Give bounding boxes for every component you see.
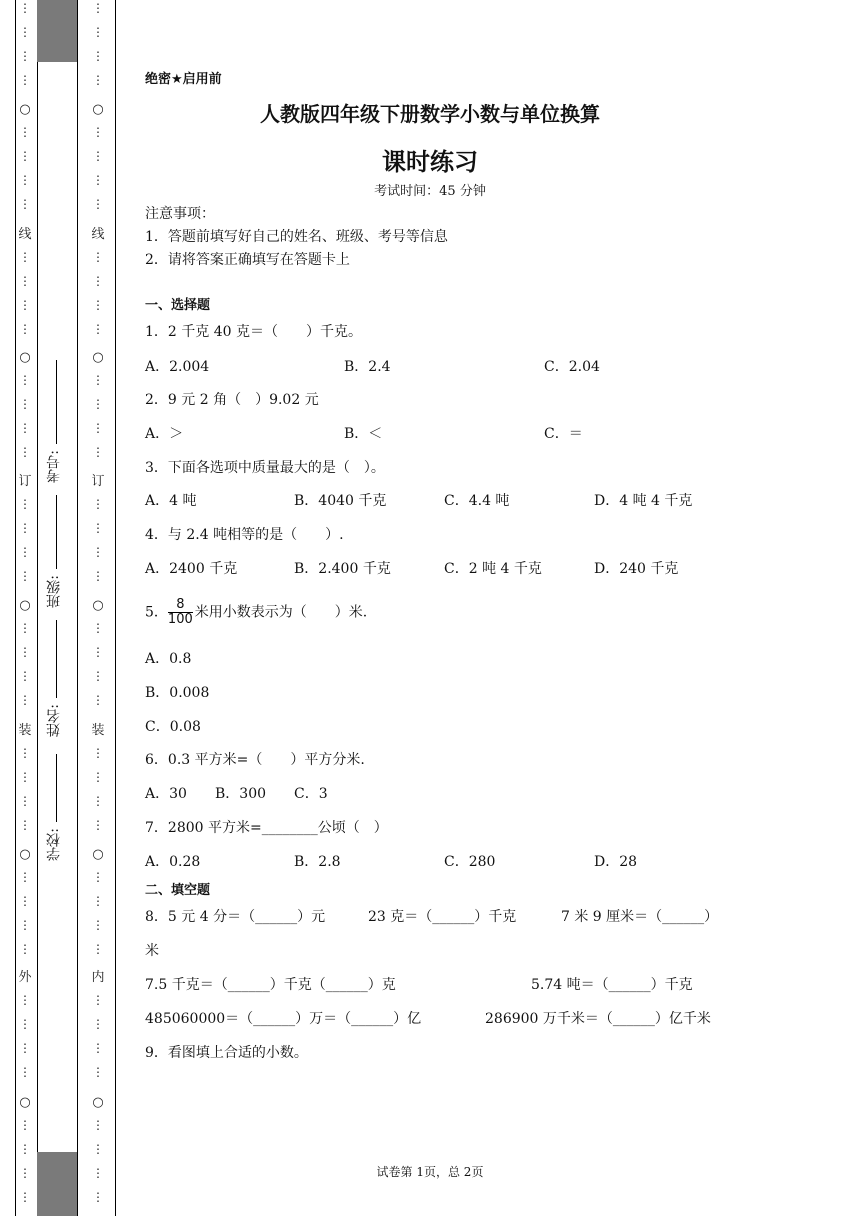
exam-time: 考试时间：45 分钟: [374, 184, 486, 199]
margin-dot: ⋮: [92, 322, 104, 336]
margin-dot: ⋮: [92, 49, 104, 63]
q5-option-a[interactable]: A．0.8: [145, 651, 192, 667]
margin-label: 内: [91, 970, 105, 985]
q5-fraction-denominator: 100: [167, 612, 193, 627]
q8-line1-a: 8．5 元 4 分＝（______）元: [145, 909, 326, 925]
margin-dot: ⋮: [92, 770, 104, 784]
q3-option-a[interactable]: A．4 吨: [145, 493, 197, 509]
margin-dot: ⋮: [92, 569, 104, 583]
margin-dot: ⋮: [92, 1142, 104, 1156]
q4-option-d[interactable]: D．240 千克: [594, 561, 679, 577]
margin-dot: ⋮: [19, 818, 31, 832]
margin-dot: ⋮: [92, 173, 104, 187]
margin-dot: ⋮: [19, 1, 31, 15]
margin-circle: ○: [19, 350, 31, 365]
q4-option-a[interactable]: A．2400 千克: [145, 561, 238, 577]
q2-option-c[interactable]: C．＝: [544, 426, 583, 442]
margin-dot: ⋮: [19, 397, 31, 411]
q3-stem: 3．下面各选项中质量最大的是（ ）。: [145, 460, 385, 476]
q1-stem: 1．2 千克 40 克＝（ ）千克。: [145, 324, 362, 340]
margin-dot: ⋮: [92, 1, 104, 15]
q8-line2-a: 7.5 千克＝（______）千克（______）克: [145, 977, 396, 993]
margin-dot: ⋮: [92, 149, 104, 163]
margin-dot: ⋮: [19, 1041, 31, 1055]
margin-dot: ⋮: [19, 298, 31, 312]
q7-option-b[interactable]: B．2.8: [294, 854, 341, 870]
margin-dot: ⋮: [92, 1190, 104, 1204]
notes-title: 注意事项：: [145, 206, 215, 222]
margin-dot: ⋮: [92, 373, 104, 387]
margin-dot: ⋮: [19, 373, 31, 387]
q2-option-b[interactable]: B．＜: [344, 426, 383, 442]
margin-circle: ○: [19, 847, 31, 862]
margin-circle: ○: [92, 847, 104, 862]
margin-dot: ⋮: [19, 322, 31, 336]
margin-dot: ⋮: [19, 794, 31, 808]
section1-title: 一、选择题: [145, 298, 211, 313]
margin-dot: ⋮: [19, 1166, 31, 1180]
margin-dot: ⋮: [92, 894, 104, 908]
margin-label: 装: [18, 723, 32, 738]
margin-circle: ○: [92, 102, 104, 117]
margin-dot: ⋮: [19, 645, 31, 659]
margin-dot: ⋮: [19, 669, 31, 683]
field-name-blank: [56, 620, 57, 698]
margin-dot: ⋮: [19, 942, 31, 956]
margin-label: 订: [18, 474, 32, 489]
margin-dot: ⋮: [19, 421, 31, 435]
q5-number: 5．: [145, 604, 168, 621]
margin-dot: ⋮: [92, 545, 104, 559]
q4-option-b[interactable]: B．2.400 千克: [294, 561, 391, 577]
margin-dot: ⋮: [19, 497, 31, 511]
margin-dot: ⋮: [92, 521, 104, 535]
q8-line1-unit: 米: [145, 943, 159, 959]
q8-line1-c: 7 米 9 厘米＝（______）: [561, 909, 719, 925]
margin-band-top: [37, 0, 77, 62]
margin-dot: ⋮: [19, 545, 31, 559]
margin-dot: ⋮: [19, 621, 31, 635]
q7-stem: 7．2800 平方米=________公顷（ ）: [145, 820, 388, 836]
margin-dot: ⋮: [19, 173, 31, 187]
q5-fraction: [168, 598, 193, 627]
margin-dot: ⋮: [92, 794, 104, 808]
field-class: 班级:: [46, 575, 62, 608]
margin-dot: ⋮: [92, 397, 104, 411]
margin-circle: ○: [92, 1095, 104, 1110]
q8-line3-a: 485060000＝（______）万＝（______）亿: [145, 1011, 422, 1027]
margin-dot: ⋮: [92, 818, 104, 832]
q3-option-b[interactable]: B．4040 千克: [294, 493, 387, 509]
margin-dot: ⋮: [92, 645, 104, 659]
q6-option-c[interactable]: C．3: [294, 786, 328, 802]
q7-option-c[interactable]: C．280: [444, 854, 496, 870]
margin-dot: ⋮: [19, 149, 31, 163]
q5-option-c[interactable]: C．0.08: [145, 719, 201, 735]
field-name: 姓名:: [46, 704, 62, 737]
margin-circle: ○: [92, 350, 104, 365]
margin-dot: ⋮: [92, 125, 104, 139]
note-2: 2．请将答案正确填写在答题卡上: [145, 252, 350, 268]
margin-dot: ⋮: [19, 894, 31, 908]
margin-dot: ⋮: [92, 250, 104, 264]
margin-dot: ⋮: [19, 693, 31, 707]
margin-circle: ○: [92, 598, 104, 613]
q5-stem: [145, 598, 367, 627]
margin-dot: ⋮: [19, 250, 31, 264]
margin-dot: ⋮: [19, 73, 31, 87]
q1-option-a[interactable]: A．2.004: [145, 359, 210, 375]
q7-option-d[interactable]: D．28: [594, 854, 638, 870]
margin-dot: ⋮: [19, 770, 31, 784]
q5-option-b[interactable]: B．0.008: [145, 685, 210, 701]
margin-label: 订: [91, 474, 105, 489]
field-school: 学校:: [46, 828, 62, 861]
margin-circle: ○: [19, 1095, 31, 1110]
paper-subtitle: 课时练习: [382, 148, 478, 176]
q6-option-a[interactable]: A．30: [145, 786, 187, 802]
margin-dot: ⋮: [19, 1142, 31, 1156]
field-school-blank: [56, 754, 57, 822]
q1-option-b[interactable]: B．2.4: [344, 359, 391, 375]
margin-dot: ⋮: [19, 993, 31, 1007]
margin-dot: ⋮: [92, 746, 104, 760]
margin-dot: ⋮: [92, 693, 104, 707]
margin-dot: ⋮: [19, 1118, 31, 1132]
margin-dot: ⋮: [92, 298, 104, 312]
margin-dot: ⋮: [92, 1166, 104, 1180]
margin-dot: ⋮: [92, 1017, 104, 1031]
margin-dot: ⋮: [92, 274, 104, 288]
q4-stem: 4．与 2.4 吨相等的是（ ）.: [145, 527, 344, 543]
margin-dot: ⋮: [19, 1065, 31, 1079]
q8-line3-b: 286900 万千米＝（______）亿千米: [485, 1011, 711, 1027]
margin-dot: ⋮: [19, 569, 31, 583]
q2-option-a[interactable]: A．＞: [145, 426, 184, 442]
q6-stem: 6．0.3 平方米=（ ）平方分米.: [145, 752, 365, 768]
margin-dot: ⋮: [92, 918, 104, 932]
margin-dot: ⋮: [92, 942, 104, 956]
field-exam-number-blank: [56, 360, 57, 444]
margin-dot: ⋮: [19, 445, 31, 459]
margin-dot: ⋮: [19, 918, 31, 932]
q4-option-c[interactable]: C．2 吨 4 千克: [444, 561, 542, 577]
q6-option-b[interactable]: B．300: [215, 786, 267, 802]
margin-dot: ⋮: [92, 993, 104, 1007]
margin-label: 外: [18, 970, 32, 985]
field-class-blank: [56, 495, 57, 569]
margin-label: 装: [91, 723, 105, 738]
margin-dot: ⋮: [92, 497, 104, 511]
q5-stem-rest: 米用小数表示为（ ）米.: [194, 604, 368, 621]
margin-dot: ⋮: [92, 669, 104, 683]
margin-dot: ⋮: [19, 25, 31, 39]
margin-dot: ⋮: [92, 1041, 104, 1055]
q3-option-d[interactable]: D．4 吨 4 千克: [594, 493, 693, 509]
margin-dot: ⋮: [19, 1190, 31, 1204]
q8-line2-b: 5.74 吨＝（______）千克: [531, 977, 693, 993]
margin-dot: ⋮: [19, 521, 31, 535]
page-footer: 试卷第 1页，总 2页: [376, 1165, 484, 1179]
margin-dot: ⋮: [92, 445, 104, 459]
margin-dot: ⋮: [19, 197, 31, 211]
q8-line1-b: 23 克＝（______）千克: [368, 909, 517, 925]
margin-dot: ⋮: [19, 125, 31, 139]
q2-stem: 2．9 元 2 角（ ）9.02 元: [145, 392, 319, 408]
margin-band-bottom: [37, 1152, 77, 1216]
margin-dot: ⋮: [19, 1017, 31, 1031]
margin-label: 线: [18, 227, 32, 242]
margin-dot: ⋮: [92, 421, 104, 435]
margin-dot: ⋮: [92, 870, 104, 884]
margin-dot: ⋮: [92, 621, 104, 635]
margin-dot: ⋮: [19, 49, 31, 63]
section2-title: 二、填空题: [145, 883, 211, 898]
margin-label: 线: [91, 227, 105, 242]
field-exam-number: 考号:: [46, 450, 62, 483]
margin-circle: ○: [19, 598, 31, 613]
q5-fraction-numerator: 8: [168, 598, 193, 613]
secret-label: 绝密★启用前: [145, 72, 222, 87]
margin-dot: ⋮: [92, 197, 104, 211]
q3-option-c[interactable]: C．4.4 吨: [444, 493, 510, 509]
paper-title: 人教版四年级下册数学小数与单位换算: [260, 102, 600, 126]
margin-dot: ⋮: [92, 25, 104, 39]
note-1: 1．答题前填写好自己的姓名、班级、考号等信息: [145, 229, 448, 245]
margin-dot: ⋮: [92, 1065, 104, 1079]
margin-dot: ⋮: [19, 746, 31, 760]
q1-option-c[interactable]: C．2.04: [544, 359, 600, 375]
margin-dot: ⋮: [92, 1118, 104, 1132]
margin-dot: ⋮: [19, 870, 31, 884]
q7-option-a[interactable]: A．0.28: [145, 854, 201, 870]
margin-dot: ⋮: [19, 274, 31, 288]
q9-stem: 9．看图填上合适的小数。: [145, 1045, 308, 1061]
margin-dot: ⋮: [92, 73, 104, 87]
margin-circle: ○: [19, 102, 31, 117]
